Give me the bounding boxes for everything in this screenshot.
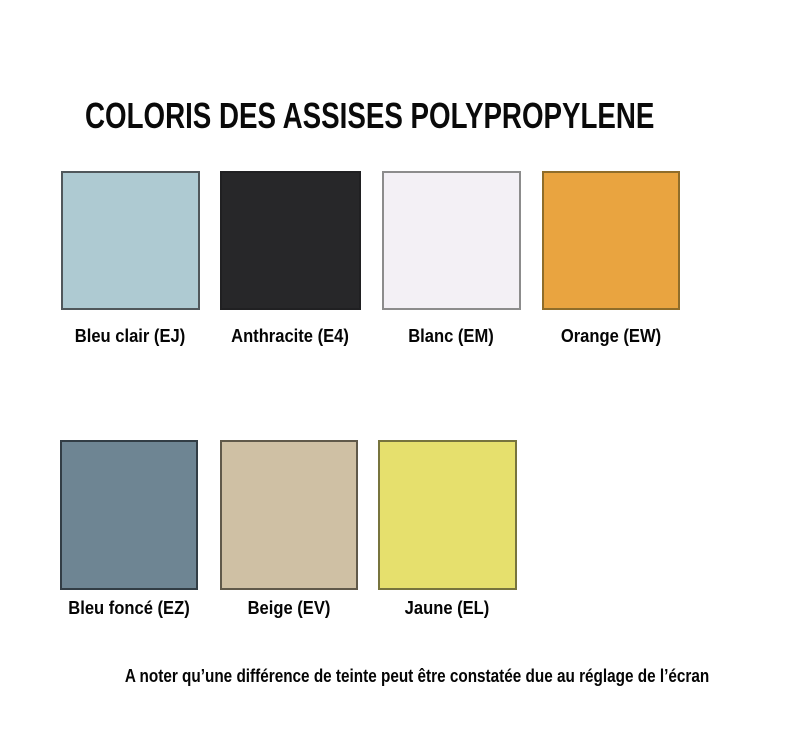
- screen-difference-note: A noter qu’une différence de teinte peut être constatée due au réglage de l’écran: [124, 666, 710, 686]
- swatch-bleu-fonce-ez: [60, 440, 198, 590]
- swatch-jaune-el: [378, 440, 517, 590]
- swatch-beige-ev: [220, 440, 358, 590]
- swatch-label-bleu-fonce: Bleu foncé (EZ): [68, 598, 190, 618]
- swatch-label-bleu-clair: Bleu clair (EJ): [74, 326, 186, 346]
- page-title: COLORIS DES ASSISES POLYPROPYLENE: [85, 95, 655, 136]
- swatch-label-orange: Orange (EW): [560, 326, 662, 346]
- swatch-orange-ew: [542, 171, 680, 310]
- swatch-label-beige: Beige (EV): [247, 598, 331, 618]
- swatch-bleu-clair-ej: [61, 171, 200, 310]
- swatch-label-blanc: Blanc (EM): [408, 326, 494, 346]
- swatch-anthracite-e4: [220, 171, 361, 310]
- swatch-label-anthracite: Anthracite (E4): [231, 326, 349, 346]
- swatch-blanc-em: [382, 171, 521, 310]
- swatch-label-jaune: Jaune (EL): [404, 598, 490, 618]
